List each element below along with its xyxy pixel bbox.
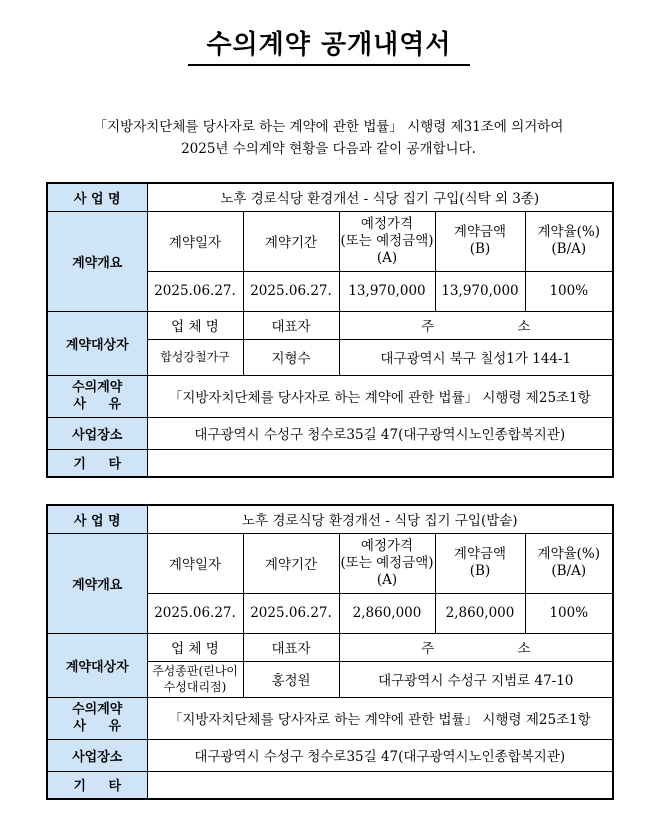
address-value: 대구광역시 북구 칠성1가 144-1 [339,339,613,375]
address-header: 주 소 [339,311,613,339]
contractor-label: 계약대상자 [47,633,147,697]
contract-period: 2025.06.27. [243,271,339,311]
estimate-header: 예정가격 (또는 예정금액) (A) [339,211,435,271]
amount-value: 13,970,000 [435,271,525,311]
overview-label: 계약개요 [47,211,147,311]
estimate-header: 예정가격 (또는 예정금액) (A) [339,533,435,593]
other-label: 기 타 [47,449,147,477]
contract-record-1 [46,182,614,478]
other-label: 기 타 [47,771,147,799]
company-name: 주성종판(린나이 수성대리점) [147,661,243,697]
company-name: 합성강철가구 [147,339,243,375]
other-value [147,449,613,477]
location-label: 사업장소 [47,417,147,449]
rep-header: 대표자 [243,633,339,661]
business-name: 노후 경로식당 환경개선 - 식당 집기 구입(밥솥) [147,505,613,533]
rate-value: 100% [525,271,613,311]
address-header: 주 소 [339,633,613,661]
overview-label: 계약개요 [47,533,147,633]
intro-text [20,116,637,160]
rate-header: 계약율(%) (B/A) [525,533,613,593]
contract-period: 2025.06.27. [243,593,339,633]
estimate-value: 13,970,000 [339,271,435,311]
contract-date: 2025.06.27. [147,593,243,633]
period-header: 계약기간 [243,211,339,271]
rep-name: 홍정원 [243,661,339,697]
location-label: 사업장소 [47,739,147,771]
amount-header: 계약금액 (B) [435,533,525,593]
rate-value: 100% [525,593,613,633]
reason-label: 수의계약 사 유 [47,697,147,739]
reason-value: 「지방자치단체를 당사자로 하는 계약에 관한 법률」 시행령 제25조1항 [147,375,613,417]
company-header: 업 체 명 [147,633,243,661]
period-header: 계약기간 [243,533,339,593]
date-header: 계약일자 [147,533,243,593]
amount-header: 계약금액 (B) [435,211,525,271]
date-header: 계약일자 [147,211,243,271]
reason-label: 수의계약 사 유 [47,375,147,417]
rep-header: 대표자 [243,311,339,339]
rep-name: 지형수 [243,339,339,375]
business-label: 사 업 명 [47,505,147,533]
contractor-label: 계약대상자 [47,311,147,375]
location-value: 대구광역시 수성구 청수로35길 47(대구광역시노인종합복지관) [147,417,613,449]
amount-value: 2,860,000 [435,593,525,633]
intro-line-1: 「지방자치단체를 당사자로 하는 계약에 관한 법률」 시행령 제31조에 의거하여 [93,119,564,135]
page-title: 수의계약 공개내역서 [188,28,470,66]
business-label: 사 업 명 [47,183,147,211]
contract-date: 2025.06.27. [147,271,243,311]
company-header: 업 체 명 [147,311,243,339]
intro-line-2: 2025년 수의계약 현황을 다음과 같이 공개합니다. [181,141,476,157]
location-value: 대구광역시 수성구 청수로35길 47(대구광역시노인종합복지관) [147,739,613,771]
rate-header: 계약율(%) (B/A) [525,211,613,271]
estimate-value: 2,860,000 [339,593,435,633]
reason-value: 「지방자치단체를 당사자로 하는 계약에 관한 법률」 시행령 제25조1항 [147,697,613,739]
business-name: 노후 경로식당 환경개선 - 식당 집기 구입(식탁 외 3종) [147,183,613,211]
contract-record-2 [46,504,614,800]
address-value: 대구광역시 수성구 지범로 47-10 [339,661,613,697]
other-value [147,771,613,799]
